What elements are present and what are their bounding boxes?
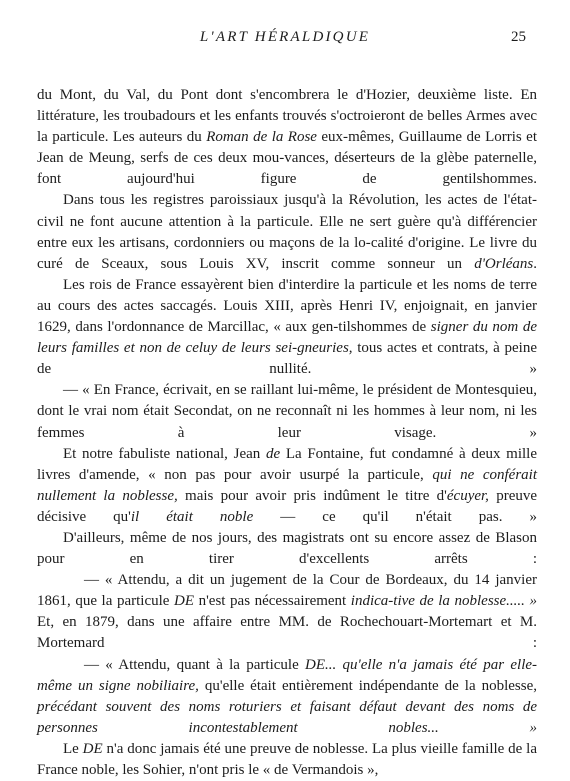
text-run: — ce qu'il n'était pas. » — [253, 508, 537, 525]
paragraph — [37, 85, 537, 190]
text-run: Et notre fabuliste national, Jean — [63, 445, 266, 462]
italic-run: elle-même un signe nobiliaire, — [37, 656, 538, 694]
text-run: noms de terre au cours des actes saccagés. Louis XIII, après Henri IV, — [37, 276, 538, 314]
text-run: La Fontaine, fut condamné à — [280, 445, 466, 462]
text-run: deux mille livres d'amende, « non pas pour avoir usurpé la particule, — [37, 445, 537, 483]
text-run: noblesse, — [481, 677, 537, 694]
text-run: Montesquieu, dont le vrai nom était Secondat, on ne reconnaît ni les — [37, 382, 538, 420]
running-title: L'ART HÉRALDIQUE — [199, 29, 371, 45]
paragraph — [37, 190, 537, 274]
text-run: qu'elle était entièrement indépendante de la — [198, 677, 476, 694]
paragraph — [37, 528, 537, 570]
text-run: comme sonneur un — [331, 255, 475, 272]
text-run: gentilshommes. — [442, 171, 538, 188]
text-run: liste. En littérature, les troubadours et les enfants trouvés s'octroieront — [37, 87, 538, 125]
text-run: mais pour avoir pris indûment le — [177, 487, 398, 504]
italic-run: précédant souvent des noms roturiers et faisant défaut devant des — [37, 698, 474, 715]
italic-run: d'Orléans — [474, 255, 534, 272]
italic-run: DE — [174, 593, 195, 610]
paragraph — [37, 655, 537, 739]
paragraph — [37, 275, 537, 380]
text-run: enjoignait, en janvier 1629, dans l'ordonnance de Marcillac, « aux gen- — [37, 297, 537, 336]
text-run: — « En France, écrivait, en se raillant lui-même, le président de — [63, 382, 451, 399]
italic-run: noms de personnes incontestablement nobles... » — [37, 698, 538, 736]
text-run: du Mont, du Val, du Pont dont s'encombrera le d'Hozier, deuxième — [37, 87, 477, 103]
text-run: hommes à leur nom, ni les femmes à leur visage. » — [37, 403, 537, 441]
text-run: de l'état-civil ne font aucune attention à la particule. Elle ne sert guère — [37, 192, 537, 230]
text-run: n'a donc jamais été une preuve de noblesse. La plus vieille — [102, 740, 458, 757]
text-run: de Blason pour en tirer d'excellents arrêts : — [37, 529, 538, 568]
text-run: n'est pas nécessairement — [194, 593, 351, 610]
italic-run: signer du nom de leurs familles et non de celuy de leurs sei- — [37, 319, 537, 357]
running-head — [0, 29, 570, 49]
text-run: calité d'origine. Le livre du curé de Sceaux, sous Louis XV, inscrit — [37, 234, 537, 272]
text-run: de belles Armes avec la particule. Les auteurs du — [37, 108, 538, 146]
italic-run: gneuries, — [297, 340, 353, 357]
italic-run: DE — [82, 740, 103, 757]
text-run: qu'à différencier entre eux les artisans, cordonniers ou maçons de la lo- — [37, 213, 537, 251]
text-run: — « Attendu, a dit un jugement de la Cour de Bordeaux, du — [84, 572, 469, 589]
paragraph — [37, 380, 537, 443]
italic-run: il était noble — [130, 508, 254, 525]
text-run: . — [533, 255, 537, 272]
paragraph — [37, 739, 537, 781]
body-text — [37, 85, 537, 781]
text-run: 14 janvier 1861, que la particule — [37, 572, 538, 610]
text-run: Les rois de France essayèrent bien d'interdire la particule et les — [63, 276, 449, 293]
text-run: famille de la France noble, les Sohier, n'ont pris le « de Vermandois », — [37, 740, 537, 778]
text-run: mêmes, Guillaume de Lorris et Jean de Meung, serfs de ces deux mou- — [37, 129, 537, 167]
paragraph — [37, 570, 537, 654]
page-number: 25 — [511, 29, 526, 45]
italic-run: de — [265, 445, 281, 462]
italic-run: DE... qu'elle n'a jamais été par — [305, 656, 505, 673]
italic-run: écuyer, — [446, 487, 489, 504]
text-run: titre d' — [405, 487, 447, 504]
italic-run: Roman de la Rose — [206, 129, 317, 146]
text-run: Et, en 1879, dans une affaire entre MM. de — [37, 614, 332, 631]
text-run: eux- — [316, 129, 349, 146]
text-run: Le — [63, 740, 83, 757]
text-run: preuve décisive qu' — [37, 487, 538, 525]
italic-run: qui ne conférait nullement la noblesse, — [37, 466, 538, 504]
text-run: — « Attendu, quant à la particule — [84, 656, 306, 673]
text-run: Dans tous les registres paroissiaux jusqu'à la Révolution, les actes — [63, 192, 478, 209]
text-run: D'ailleurs, même de nos jours, des magistrats ont su encore assez — [63, 529, 471, 546]
text-run: vances, déserteurs de la glèbe paternelle, font aujourd'hui figure de — [37, 150, 537, 188]
text-run: Rochechouart-Mortemart et M. Mortemard : — [37, 614, 537, 652]
text-run: tilshommes de — [338, 319, 431, 336]
paragraph — [37, 444, 537, 528]
text-run: tous actes et contrats, à peine de nullité. » — [37, 340, 537, 378]
italic-run: indica- — [350, 593, 394, 610]
italic-run: tive de la noblesse..... » — [393, 593, 537, 610]
